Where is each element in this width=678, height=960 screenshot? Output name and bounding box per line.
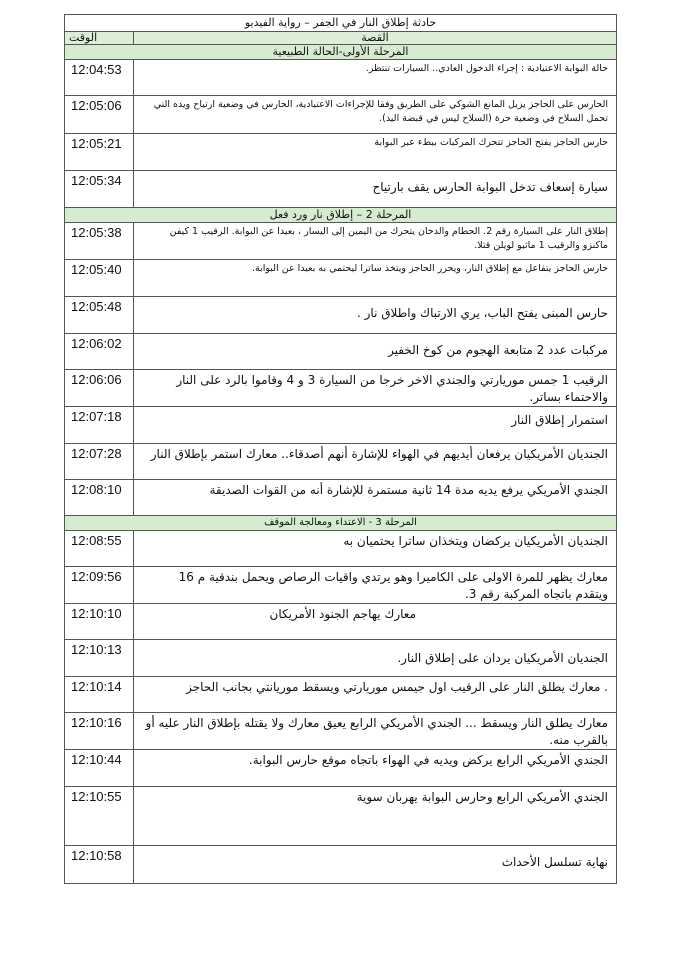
story-cell: إطلاق النار على السيارة رقم 2. الحطام والدخان يتحرك من اليمين إلى اليسار ، بعيدا عن البوابة. الرقيب 1 كيفن ماكنزو والرقيب 1 ماثيو لويلن قتلا. [134, 223, 617, 260]
story-column-header: القصة [134, 32, 617, 45]
story-cell: حارس المبنى يفتح الباب، يري الارتباك واطلاق نار . [134, 297, 617, 334]
table-row [65, 297, 617, 334]
time-cell: 12:07:18 [65, 407, 134, 444]
story-cell: الجندي الأمريكي يرفع يديه مدة 14 ثانية مستمرة للإشارة أنه من القوات الصديقة [134, 480, 617, 516]
header-row [65, 32, 617, 45]
story-cell: معارك يطلق النار ويسقط ... الجندي الأمريكي الرابع يعيق معارك ولا يقتله بإطلاق النار عليه أو بالقرب منه. [134, 713, 617, 750]
story-cell: الحارس على الحاجز يزيل المانع الشوكي على الطريق وفقا للإجراءات الاعتيادية، الحارس في وضعية ارتياح ويده التي تحمل السلاح في وضعية حرة (السلاح ليس في قبضة اليد). [134, 96, 617, 134]
table-row [65, 60, 617, 96]
time-cell: 12:10:13 [65, 640, 134, 677]
time-column-header: الوقت [65, 32, 134, 45]
time-cell: 12:10:16 [65, 713, 134, 750]
incident-timeline-table [64, 14, 617, 884]
story-cell: الجنديان الأمريكيان يرفعان أيديهم في الهواء للإشارة أنهم أصدقاء.. معارك استمر بإطلاق النار [134, 444, 617, 480]
story-cell: حارس الحاجز يفتح الحاجز تتحرك المركبات ببطء عبر البوابة [134, 134, 617, 171]
table-row [65, 444, 617, 480]
story-cell: الجنديان الأمريكيان يركضان ويتخذان ساترا يحتميان به [134, 531, 617, 567]
time-cell: 12:08:10 [65, 480, 134, 516]
phase-row [65, 208, 617, 223]
time-cell: 12:05:34 [65, 171, 134, 208]
table-row [65, 750, 617, 787]
time-cell: 12:10:58 [65, 846, 134, 884]
table-row [65, 567, 617, 604]
time-cell: 12:10:10 [65, 604, 134, 640]
story-cell: الجنديان الأمريكيان يردان على إطلاق النار. [134, 640, 617, 677]
time-cell: 12:05:21 [65, 134, 134, 171]
table-row [65, 134, 617, 171]
time-cell: 12:05:48 [65, 297, 134, 334]
table-row [65, 604, 617, 640]
table-row [65, 260, 617, 297]
phase-1-heading: المرحلة الأولى-الحالة الطبيعية [65, 45, 617, 60]
story-cell: مركبات عدد 2 متابعة الهجوم من كوخ الخفير [134, 334, 617, 370]
document-title: حادثة إطلاق النار في الجفر – رواية الفيديو [65, 15, 617, 32]
table-row [65, 787, 617, 846]
time-cell: 12:09:56 [65, 567, 134, 604]
table-row [65, 677, 617, 713]
time-cell: 12:06:06 [65, 370, 134, 407]
table-row [65, 531, 617, 567]
table-row [65, 480, 617, 516]
table-row [65, 407, 617, 444]
table-row [65, 96, 617, 134]
time-cell: 12:10:14 [65, 677, 134, 713]
time-cell: 12:05:38 [65, 223, 134, 260]
story-cell: حارس الحاجز يتفاعل مع إطلاق النار، ويحرر الحاجز ويتخذ ساترا ليحتمي به بعيدا عن البوابة. [134, 260, 617, 297]
phase-row [65, 516, 617, 531]
table-row [65, 334, 617, 370]
time-cell: 12:08:55 [65, 531, 134, 567]
time-cell: 12:07:28 [65, 444, 134, 480]
table-row [65, 713, 617, 750]
phase-3-heading: المرحلة 3 - الاعتداء ومعالجة الموقف [65, 516, 617, 531]
story-cell: الرقيب 1 جمس موريارتي والجندي الاخر خرجا من السيارة 3 و 4 وقاموا بالرد على النار والاحتماء بساتر. [134, 370, 617, 407]
time-cell: 12:06:02 [65, 334, 134, 370]
story-cell: . معارك يطلق النار على الرقيب اول جيمس موريارتي ويسقط موريانتي بجانب الحاجز [134, 677, 617, 713]
table-row [65, 370, 617, 407]
story-cell: سيارة إسعاف تدخل البوابة الحارس يقف بارتياح [134, 171, 617, 208]
time-cell: 12:05:40 [65, 260, 134, 297]
table-row [65, 640, 617, 677]
story-cell: الجندي الأمريكي الرابع وحارس البوابة يهربان سوية [134, 787, 617, 846]
phase-row [65, 45, 617, 60]
table-row [65, 223, 617, 260]
story-cell: الجندي الأمريكي الرابع يركض ويديه في الهواء باتجاه موقع حارس البوابة. [134, 750, 617, 787]
story-cell: معارك يهاجم الجنود الأمريكان [134, 604, 617, 640]
story-cell: نهاية تسلسل الأحداث [134, 846, 617, 884]
story-cell: استمرار إطلاق النار [134, 407, 617, 444]
time-cell: 12:04:53 [65, 60, 134, 96]
time-cell: 12:10:55 [65, 787, 134, 846]
table-row [65, 846, 617, 884]
title-row [65, 15, 617, 32]
phase-2-heading: المرحلة 2 – إطلاق نار ورد فعل [65, 208, 617, 223]
table-row [65, 171, 617, 208]
time-cell: 12:05:06 [65, 96, 134, 134]
time-cell: 12:10:44 [65, 750, 134, 787]
story-cell: معارك يظهر للمرة الاولى على الكاميرا وهو يرتدي واقيات الرصاص ويحمل بندقية م 16 ويتقدم باتجاه المركبة رقم 3. [134, 567, 617, 604]
story-cell: حالة البوابة الاعتيادية : إجراء الدخول العادي.. السيارات تنتظر. [134, 60, 617, 96]
